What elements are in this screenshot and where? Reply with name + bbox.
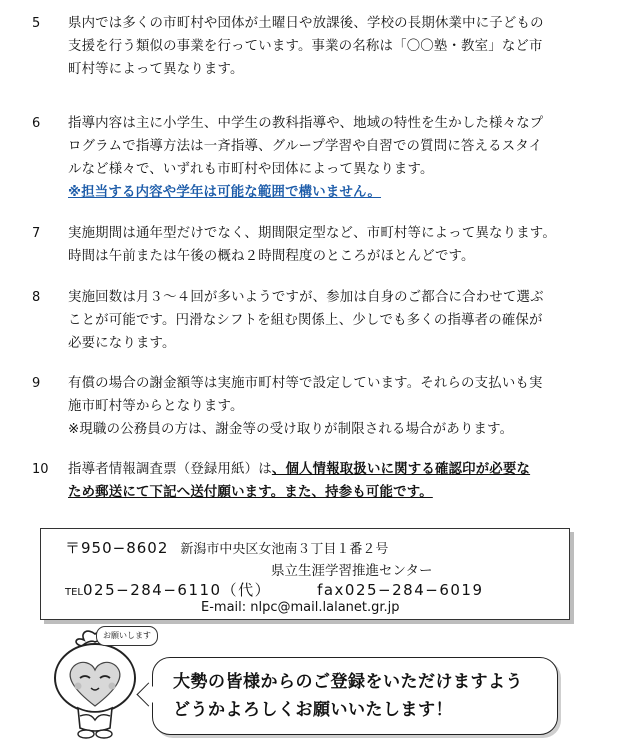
item-line: 必要になります。 xyxy=(68,336,176,351)
item-emphasis-text: ため郵送にて下記へ送付願います。また、持参も可能です。 xyxy=(68,485,433,500)
item-note: ※担当する内容や学年は可能な範囲で構いません。 xyxy=(68,185,382,200)
item-line: 指導内容は主に小学生、中学生の教科指導や、地域の特性を生かした様々なプ xyxy=(68,116,544,131)
item-line: ログラムで指導方法は一斉指導、グループ学習や自習での質問に答えるスタイ xyxy=(68,139,543,154)
item-5 xyxy=(32,12,612,81)
item-text xyxy=(68,372,612,441)
item-10 xyxy=(32,458,612,504)
item-line: 時間は午前または午後の概ね２時間程度のところがほとんどです。 xyxy=(68,249,475,264)
phone-fax xyxy=(65,579,484,600)
item-number: 7 xyxy=(32,226,41,241)
item-number: 10 xyxy=(32,462,49,477)
item-plain-text: 指導者情報調査票（登録用紙）は xyxy=(68,462,272,477)
bubble-line: 大勢の皆様からのご登録をいただけますよう xyxy=(173,672,523,692)
tel-label: TEL xyxy=(65,587,83,598)
item-text xyxy=(68,12,612,81)
tel-number: 025−284−6110（代） xyxy=(83,581,272,599)
item-line xyxy=(68,458,612,481)
postal-code: 〒950−8602 xyxy=(65,539,169,557)
item-line: 有償の場合の謝金額等は実施市町村等で設定しています。それらの支払いも実 xyxy=(68,376,543,391)
item-text xyxy=(68,112,612,204)
fax-number: fax025−284−6019 xyxy=(317,581,484,599)
item-text xyxy=(68,286,612,355)
bubble-line: どうかよろしくお願いいたします！ xyxy=(173,700,453,720)
speech-bubble xyxy=(152,657,558,735)
item-line: ※現職の公務員の方は、謝金等の受け取りが制限される場合があります。 xyxy=(68,422,514,437)
item-line: 実施期間は通年型だけでなく、期間限定型など、市町村等によって異なります。 xyxy=(68,226,556,241)
item-text xyxy=(68,458,612,504)
item-number: 5 xyxy=(32,16,41,31)
bubble-message xyxy=(173,668,523,724)
item-line: 町村等によって異なります。 xyxy=(68,62,244,77)
item-8 xyxy=(32,286,612,355)
item-emphasis-text: 、個人情報取扱いに関する確認印が必要な xyxy=(271,462,531,477)
item-text xyxy=(68,222,612,268)
item-line: 実施回数は月３～４回が多いようですが、参加は自身のご都合に合わせて選ぶ xyxy=(68,290,544,305)
item-number: 9 xyxy=(32,376,41,391)
contact-box xyxy=(40,528,570,620)
item-6 xyxy=(32,112,612,204)
email-address: E-mail: nlpc@mail.lalanet.gr.jp xyxy=(201,600,400,615)
item-7 xyxy=(32,222,612,268)
address: 新潟市中央区女池南３丁目１番２号 xyxy=(180,542,389,557)
organization-name: 県立生涯学習推進センター xyxy=(271,563,433,579)
item-line: ルなど様々で、いずれも市町村や団体によって異なります。 xyxy=(68,162,434,177)
item-9 xyxy=(32,372,612,441)
item-line: 支援を行う類似の事業を行っています。事業の名称は「〇〇塾・教室」など市 xyxy=(68,39,543,54)
mascot-speech-tag: お願いします xyxy=(96,626,158,646)
item-number: 8 xyxy=(32,290,41,305)
item-line: ことが可能です。円滑なシフトを組む関係上、少しでも多くの指導者の確保が xyxy=(68,313,543,328)
postal-address xyxy=(65,537,388,558)
item-number: 6 xyxy=(32,116,41,131)
item-line: 施市町村等からとなります。 xyxy=(68,399,244,414)
item-line: 県内では多くの市町村や団体が土曜日や放課後、学校の長期休業中に子どもの xyxy=(68,16,544,31)
